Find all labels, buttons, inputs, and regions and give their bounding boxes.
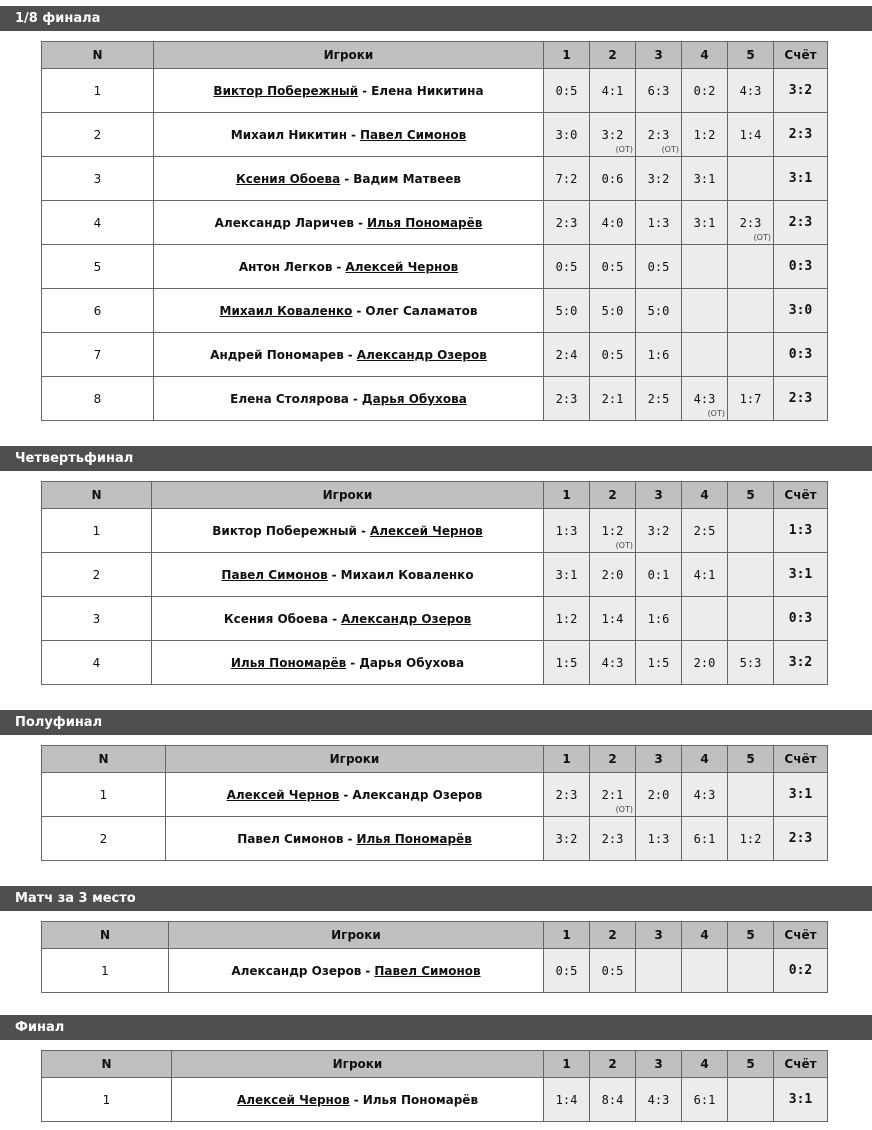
- header-n: N: [42, 42, 154, 69]
- match-number: 2: [42, 113, 154, 157]
- header-players: Игроки: [154, 42, 544, 69]
- set-score-3: 2:3 (ОТ): [636, 113, 682, 157]
- table-row: [42, 201, 828, 245]
- match-players: [172, 1078, 544, 1122]
- header-set-4: 4: [682, 746, 728, 773]
- player-one[interactable]: Елена Столярова: [230, 391, 349, 406]
- set-score-1: 3:0: [544, 113, 590, 157]
- set-score-5: [728, 333, 774, 377]
- player-one[interactable]: Михаил Никитин: [230, 127, 347, 142]
- match-total: 2:3: [774, 201, 828, 245]
- header-set-2: 2: [590, 746, 636, 773]
- match-players: [169, 949, 544, 993]
- set-score-3: [636, 949, 682, 993]
- table-row: [42, 69, 828, 113]
- player-separator: -: [347, 831, 353, 846]
- set-score-1: 5:0: [544, 289, 590, 333]
- header-set-2: 2: [590, 42, 636, 69]
- match-total: 0:2: [774, 949, 828, 993]
- set-score-2: 0:6: [590, 157, 636, 201]
- round-section: [0, 446, 872, 670]
- set-score-4: 2:0: [682, 641, 728, 685]
- header-set-3: 3: [636, 746, 682, 773]
- match-players: [152, 553, 544, 597]
- match-number: 3: [42, 597, 152, 641]
- match-total: 2:3: [774, 377, 828, 421]
- player-two[interactable]: Дарья Обухова: [361, 391, 467, 406]
- set-score-3: 1:6: [636, 597, 682, 641]
- set-score-3: 0:1: [636, 553, 682, 597]
- round-title: Матч за 3 место: [0, 886, 872, 911]
- round-section: [0, 710, 872, 846]
- match-number: 1: [42, 1078, 172, 1122]
- set-score-4: [682, 245, 728, 289]
- player-two[interactable]: Елена Никитина: [371, 83, 484, 98]
- match-total: 3:0: [774, 289, 828, 333]
- match-players: [154, 289, 544, 333]
- set-score-5: [728, 157, 774, 201]
- set-score-4: 6:1: [682, 817, 728, 861]
- set-score-2: 8:4: [590, 1078, 636, 1122]
- player-separator: -: [351, 127, 356, 142]
- set-score-5: [728, 949, 774, 993]
- set-score-4: [682, 333, 728, 377]
- match-number: 1: [42, 69, 154, 113]
- set-score-2: 4:0: [590, 201, 636, 245]
- set-score-3: 2:5: [636, 377, 682, 421]
- player-two[interactable]: Александр Озеров: [341, 611, 472, 626]
- header-n: N: [42, 746, 166, 773]
- header-set-1: 1: [544, 482, 590, 509]
- player-separator: -: [358, 215, 363, 230]
- player-separator: -: [350, 655, 356, 670]
- player-one[interactable]: Ксения Обоева: [223, 611, 329, 626]
- table-row: [42, 773, 828, 817]
- player-separator: -: [352, 391, 358, 406]
- header-n: N: [42, 1051, 172, 1078]
- match-number: 1: [42, 773, 166, 817]
- player-separator: -: [343, 787, 349, 802]
- round-table: [41, 41, 828, 421]
- header-set-5: 5: [728, 922, 774, 949]
- match-total: 3:2: [774, 69, 828, 113]
- set-score-5: 1:2: [728, 817, 774, 861]
- player-two[interactable]: Илья Пономарёв: [366, 215, 483, 230]
- set-score-2: 2:0: [590, 553, 636, 597]
- match-players: [154, 201, 544, 245]
- set-score-4: [682, 949, 728, 993]
- match-number: 8: [42, 377, 154, 421]
- player-one[interactable]: Алексей Чернов: [236, 1092, 350, 1107]
- match-players: [154, 113, 544, 157]
- set-score-5: [728, 597, 774, 641]
- set-score-1: 0:5: [544, 69, 590, 113]
- match-number: 4: [42, 641, 152, 685]
- set-score-5: [728, 553, 774, 597]
- player-separator: -: [365, 963, 371, 978]
- player-one[interactable]: Андрей Пономарев: [210, 347, 344, 362]
- set-score-4: 4:3 (ОТ): [682, 377, 728, 421]
- header-players: Игроки: [152, 482, 544, 509]
- set-score-5: [728, 509, 774, 553]
- header-players: Игроки: [169, 922, 544, 949]
- player-one[interactable]: Виктор Побережный: [212, 523, 357, 538]
- match-total: 1:3: [774, 509, 828, 553]
- round-section: [0, 886, 872, 978]
- table-row: [42, 333, 828, 377]
- match-number: 2: [42, 817, 166, 861]
- match-players: [152, 597, 544, 641]
- player-one[interactable]: Михаил Коваленко: [219, 303, 353, 318]
- header-set-4: 4: [682, 42, 728, 69]
- set-score-3: 5:0: [636, 289, 682, 333]
- set-score-1: 1:4: [544, 1078, 590, 1122]
- player-one[interactable]: Павел Симонов: [221, 567, 328, 582]
- overtime-mark: (ОТ): [707, 409, 725, 418]
- set-score-5: [728, 245, 774, 289]
- table-header-row: [42, 1051, 828, 1078]
- player-one[interactable]: Антон Легков: [238, 259, 333, 274]
- table-row: [42, 597, 828, 641]
- set-score-5: 5:3: [728, 641, 774, 685]
- set-score-5: 1:7: [728, 377, 774, 421]
- player-one[interactable]: Ксения Обоева: [235, 171, 341, 186]
- match-players: [154, 69, 544, 113]
- player-two[interactable]: Алексей Чернов: [345, 259, 459, 274]
- set-score-2: 0:5: [590, 949, 636, 993]
- match-number: 7: [42, 333, 154, 377]
- header-total: Счёт: [774, 746, 828, 773]
- player-separator: -: [344, 171, 350, 186]
- header-set-5: 5: [728, 746, 774, 773]
- round-title: Финал: [0, 1015, 872, 1040]
- set-score-4: 6:1: [682, 1078, 728, 1122]
- table-row: [42, 509, 828, 553]
- set-score-3: 6:3: [636, 69, 682, 113]
- table-row: [42, 553, 828, 597]
- set-score-3: 0:5: [636, 245, 682, 289]
- table-row: [42, 289, 828, 333]
- player-two[interactable]: Вадим Матвеев: [353, 171, 462, 186]
- set-score-3: 1:6: [636, 333, 682, 377]
- player-one[interactable]: Александр Озеров: [231, 963, 362, 978]
- table-row: [42, 949, 828, 993]
- player-separator: -: [362, 83, 368, 98]
- set-score-2: 0:5: [590, 245, 636, 289]
- header-set-1: 1: [544, 746, 590, 773]
- set-score-5: 1:4: [728, 113, 774, 157]
- header-set-5: 5: [728, 1051, 774, 1078]
- header-set-1: 1: [544, 922, 590, 949]
- match-total: 3:2: [774, 641, 828, 685]
- header-set-3: 3: [636, 42, 682, 69]
- header-set-3: 3: [636, 1051, 682, 1078]
- match-players: [154, 333, 544, 377]
- match-number: 4: [42, 201, 154, 245]
- match-players: [166, 773, 544, 817]
- player-separator: -: [356, 303, 362, 318]
- header-set-4: 4: [682, 922, 728, 949]
- match-total: 3:1: [774, 773, 828, 817]
- player-two[interactable]: Олег Саламатов: [365, 303, 478, 318]
- set-score-2: 2:1: [590, 377, 636, 421]
- header-n: N: [42, 482, 152, 509]
- set-score-1: 2:4: [544, 333, 590, 377]
- player-one[interactable]: Алексей Чернов: [226, 787, 340, 802]
- set-score-2: 5:0: [590, 289, 636, 333]
- player-separator: -: [347, 347, 353, 362]
- set-score-2: 0:5: [590, 333, 636, 377]
- player-two[interactable]: Дарья Обухова: [359, 655, 465, 670]
- table-row: [42, 157, 828, 201]
- set-score-2: 1:4: [590, 597, 636, 641]
- set-score-4: 3:1: [682, 201, 728, 245]
- set-score-4: 3:1: [682, 157, 728, 201]
- set-score-1: 1:5: [544, 641, 590, 685]
- match-number: 2: [42, 553, 152, 597]
- match-players: [154, 157, 544, 201]
- header-set-4: 4: [682, 1051, 728, 1078]
- set-score-5: [728, 289, 774, 333]
- player-two[interactable]: Павел Симонов: [374, 963, 481, 978]
- player-separator: -: [332, 611, 338, 626]
- match-total: 0:3: [774, 245, 828, 289]
- round-title: 1/8 финала: [0, 6, 872, 31]
- header-set-3: 3: [636, 482, 682, 509]
- set-score-2: 2:1 (ОТ): [590, 773, 636, 817]
- set-score-5: 2:3 (ОТ): [728, 201, 774, 245]
- table-header-row: [42, 746, 828, 773]
- set-score-2: 4:1: [590, 69, 636, 113]
- set-score-2: 3:2 (ОТ): [590, 113, 636, 157]
- match-players: [152, 641, 544, 685]
- set-score-1: 3:2: [544, 817, 590, 861]
- player-one[interactable]: Александр Ларичев: [214, 215, 354, 230]
- set-score-3: 1:3: [636, 201, 682, 245]
- player-one[interactable]: Виктор Побережный: [213, 83, 359, 98]
- set-score-2: 2:3: [590, 817, 636, 861]
- header-set-2: 2: [590, 922, 636, 949]
- match-total: 2:3: [774, 817, 828, 861]
- player-one[interactable]: Илья Пономарёв: [230, 655, 347, 670]
- table-header-row: [42, 42, 828, 69]
- header-players: Игроки: [166, 746, 544, 773]
- header-set-2: 2: [590, 482, 636, 509]
- header-total: Счёт: [774, 1051, 828, 1078]
- set-score-1: 2:3: [544, 201, 590, 245]
- overtime-mark: (ОТ): [661, 145, 679, 154]
- player-two[interactable]: Александр Озеров: [356, 347, 487, 362]
- player-two[interactable]: Павел Симонов: [359, 127, 467, 142]
- player-separator: -: [353, 1092, 359, 1107]
- set-score-1: 2:3: [544, 377, 590, 421]
- set-score-1: 0:5: [544, 245, 590, 289]
- header-set-5: 5: [728, 42, 774, 69]
- header-set-1: 1: [544, 1051, 590, 1078]
- match-total: 2:3: [774, 113, 828, 157]
- header-players: Игроки: [172, 1051, 544, 1078]
- overtime-mark: (ОТ): [615, 541, 633, 550]
- set-score-4: [682, 597, 728, 641]
- set-score-1: 1:2: [544, 597, 590, 641]
- set-score-4: 4:1: [682, 553, 728, 597]
- player-two[interactable]: Михаил Коваленко: [340, 567, 474, 582]
- overtime-mark: (ОТ): [753, 233, 771, 242]
- set-score-3: 1:3: [636, 817, 682, 861]
- match-number: 1: [42, 509, 152, 553]
- table-header-row: [42, 482, 828, 509]
- table-row: [42, 245, 828, 289]
- round-title: Полуфинал: [0, 710, 872, 735]
- header-total: Счёт: [774, 42, 828, 69]
- set-score-4: 1:2: [682, 113, 728, 157]
- table-header-row: [42, 922, 828, 949]
- round-table: [41, 921, 828, 993]
- round-table: [41, 481, 828, 685]
- header-set-4: 4: [682, 482, 728, 509]
- header-set-5: 5: [728, 482, 774, 509]
- table-row: [42, 1078, 828, 1122]
- set-score-3: 3:2: [636, 157, 682, 201]
- match-players: [154, 245, 544, 289]
- player-separator: -: [336, 259, 342, 274]
- match-number: 6: [42, 289, 154, 333]
- table-row: [42, 377, 828, 421]
- set-score-1: 2:3: [544, 773, 590, 817]
- round-title: Четвертьфинал: [0, 446, 872, 471]
- set-score-5: 4:3: [728, 69, 774, 113]
- match-total: 3:1: [774, 553, 828, 597]
- header-total: Счёт: [774, 482, 828, 509]
- match-total: 0:3: [774, 333, 828, 377]
- header-set-3: 3: [636, 922, 682, 949]
- header-total: Счёт: [774, 922, 828, 949]
- set-score-5: [728, 1078, 774, 1122]
- table-row: [42, 641, 828, 685]
- set-score-4: 4:3: [682, 773, 728, 817]
- match-players: [166, 817, 544, 861]
- header-set-1: 1: [544, 42, 590, 69]
- player-separator: -: [331, 567, 337, 582]
- set-score-4: 0:2: [682, 69, 728, 113]
- match-number: 5: [42, 245, 154, 289]
- set-score-1: 0:5: [544, 949, 590, 993]
- set-score-1: 3:1: [544, 553, 590, 597]
- set-score-4: [682, 289, 728, 333]
- header-n: N: [42, 922, 169, 949]
- round-section: [0, 1015, 872, 1107]
- round-table: [41, 745, 828, 861]
- player-two[interactable]: Александр Озеров: [352, 787, 483, 802]
- set-score-1: 7:2: [544, 157, 590, 201]
- player-separator: -: [360, 523, 366, 538]
- player-two[interactable]: Алексей Чернов: [369, 523, 483, 538]
- match-players: [152, 509, 544, 553]
- match-total: 3:1: [774, 157, 828, 201]
- set-score-5: [728, 773, 774, 817]
- player-two[interactable]: Илья Пономарёв: [356, 831, 472, 846]
- set-score-2: 4:3: [590, 641, 636, 685]
- set-score-3: 2:0: [636, 773, 682, 817]
- player-one[interactable]: Павел Симонов: [237, 831, 344, 846]
- set-score-4: 2:5: [682, 509, 728, 553]
- set-score-1: 1:3: [544, 509, 590, 553]
- match-players: [154, 377, 544, 421]
- round-table: [41, 1050, 828, 1122]
- header-set-2: 2: [590, 1051, 636, 1078]
- overtime-mark: (ОТ): [615, 145, 633, 154]
- table-row: [42, 113, 828, 157]
- overtime-mark: (ОТ): [615, 805, 633, 814]
- match-total: 0:3: [774, 597, 828, 641]
- match-total: 3:1: [774, 1078, 828, 1122]
- set-score-3: 4:3: [636, 1078, 682, 1122]
- set-score-2: 1:2 (ОТ): [590, 509, 636, 553]
- table-row: [42, 817, 828, 861]
- player-two[interactable]: Илья Пономарёв: [362, 1092, 479, 1107]
- set-score-3: 3:2: [636, 509, 682, 553]
- match-number: 3: [42, 157, 154, 201]
- set-score-3: 1:5: [636, 641, 682, 685]
- match-number: 1: [42, 949, 169, 993]
- round-section: [0, 6, 872, 418]
